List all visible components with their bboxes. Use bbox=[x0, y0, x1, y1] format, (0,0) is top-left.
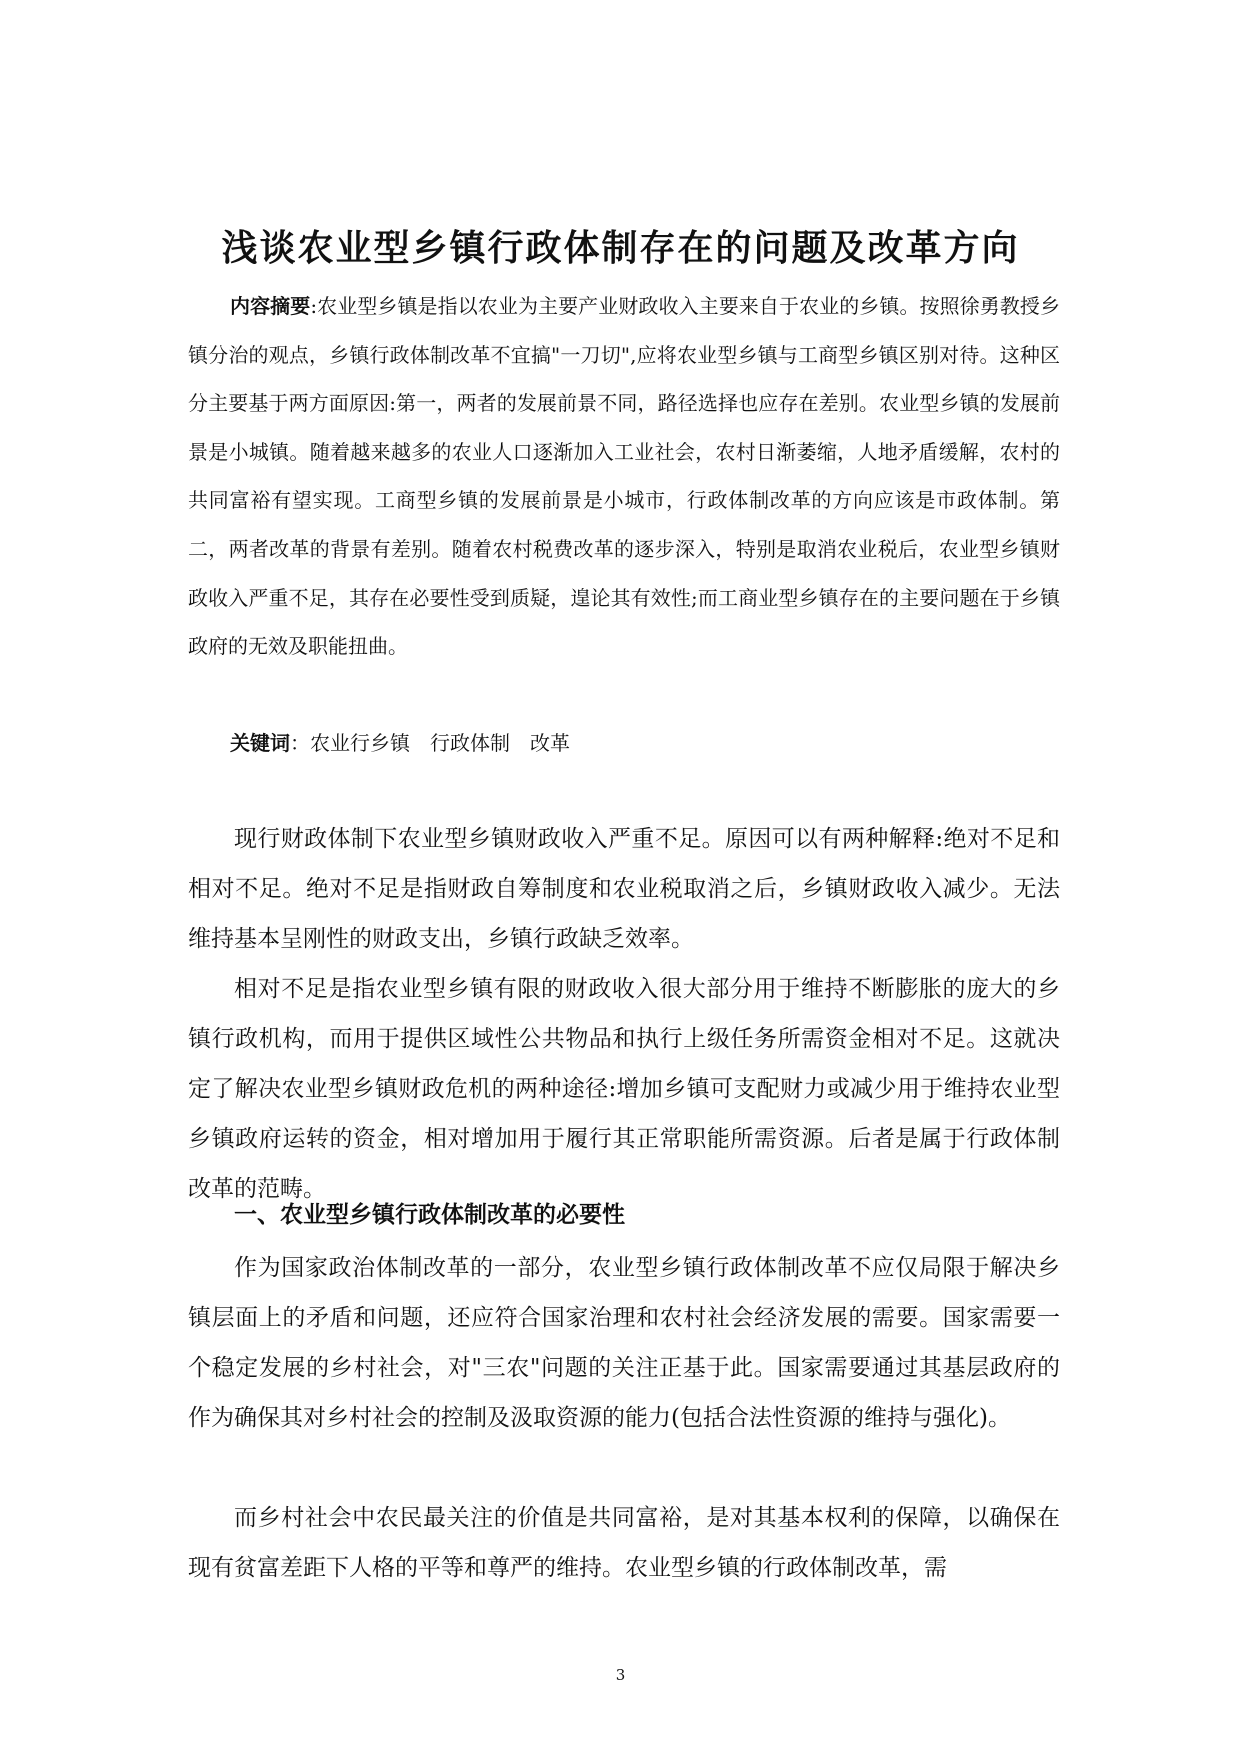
body-paragraph: 现行财政体制下农业型乡镇财政收入严重不足。原因可以有两种解释:绝对不足和相对不足。绝对不足是指财政自筹制度和农业税取消之后，乡镇财政收入减少。无法维持基本呈刚性的财政支出，乡镇行政缺乏效率。 bbox=[188, 826, 1060, 952]
document-title: 浅谈农业型乡镇行政体制存在的问题及改革方向 bbox=[221, 227, 1020, 269]
body-paragraph: 相对不足是指农业型乡镇有限的财政收入很大部分用于维持不断膨胀的庞大的乡镇行政机构，而用于提供区域性公共物品和执行上级任务所需资金相对不足。这就决定了解决农业型乡镇财政危机的两种途径:增加乡镇可支配财力或减少用于维持农业型乡镇政府运转的资金，相对增加用于履行其正常职能所需资源。后者是属于行政体制改革的范畴。 bbox=[188, 976, 1060, 1202]
keyword-item: 改革 bbox=[530, 731, 570, 755]
abstract-label: 内容摘要 bbox=[230, 294, 311, 318]
keywords-line bbox=[230, 723, 1060, 763]
keywords-separator: ： bbox=[290, 731, 310, 755]
section-heading: 一、农业型乡镇行政体制改革的必要性 bbox=[234, 1202, 625, 1228]
abstract-paragraph bbox=[188, 282, 1060, 671]
section-paragraph: 而乡村社会中农民最关注的价值是共同富裕，是对其基本权利的保障，以确保在现有贫富差距下人格的平等和尊严的维持。农业型乡镇的行政体制改革，需 bbox=[188, 1505, 1060, 1581]
section-paragraph: 作为国家政治体制改革的一部分，农业型乡镇行政体制改革不应仅局限于解决乡镇层面上的矛盾和问题，还应符合国家治理和农村社会经济发展的需要。国家需要一个稳定发展的乡村社会，对"三农"问题的关注正基于此。国家需要通过其基层政府的作为确保其对乡村社会的控制及汲取资源的能力(包括合法性资源的维持与强化)。 bbox=[188, 1255, 1060, 1431]
keyword-item: 行政体制 bbox=[430, 731, 510, 755]
abstract-text: :农业型乡镇是指以农业为主要产业财政收入主要来自于农业的乡镇。按照徐勇教授乡镇分治的观点，乡镇行政体制改革不宜搞"一刀切",应将农业型乡镇与工商型乡镇区别对待。这种区分主要基于两方面原因:第一，两者的发展前景不同，路径选择也应存在差别。农业型乡镇的发展前景是小城镇。随着越来越多的农业人口逐渐加入工业社会，农村日渐萎缩，人地矛盾缓解，农村的共同富裕有望实现。工商型乡镇的发展前景是小城市，行政体制改革的方向应该是市政体制。第二，两者改革的背景有差别。随着农村税费改革的逐步深入，特别是取消农业税后，农业型乡镇财政收入严重不足，其存在必要性受到质疑，遑论其有效性;而工商业型乡镇存在的主要问题在于乡镇政府的无效及职能扭曲。 bbox=[188, 294, 1060, 659]
keywords-label: 关键词 bbox=[230, 731, 290, 755]
page-number: 3 bbox=[615, 1666, 626, 1684]
keyword-item: 农业行乡镇 bbox=[310, 731, 410, 755]
